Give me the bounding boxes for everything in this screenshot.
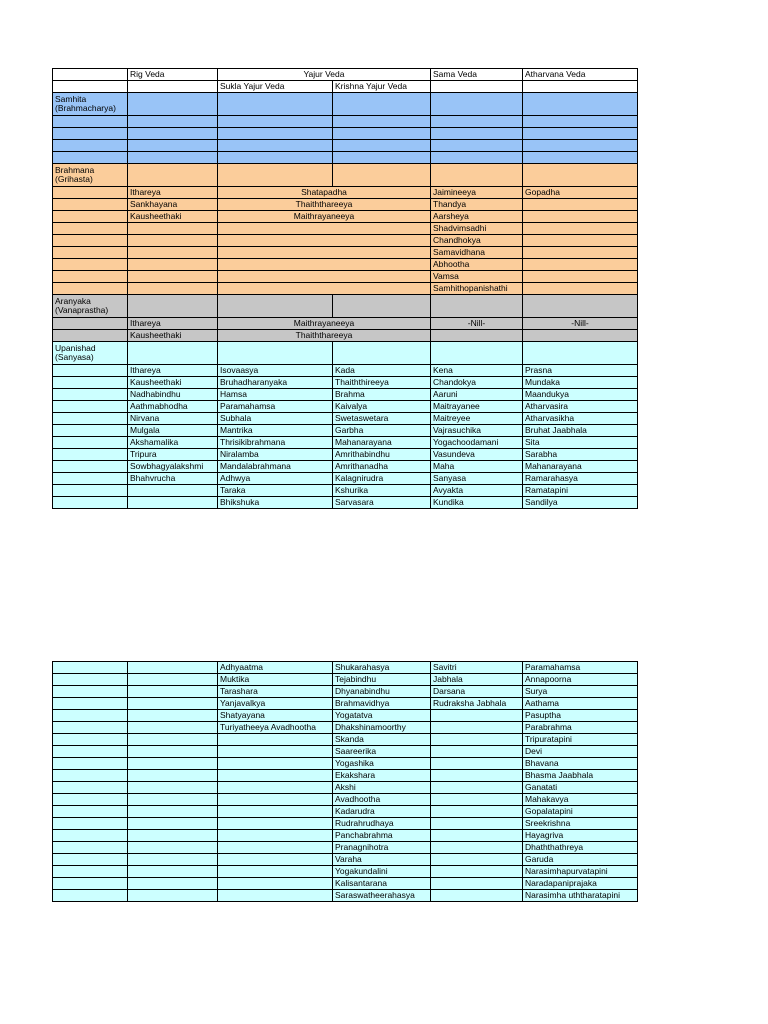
aranyaka-row: [53, 330, 638, 342]
upanishad-row: [53, 449, 638, 461]
sukla-yajur-cell: Subhala: [218, 413, 333, 425]
sukla-yajur-cell: Adhyaatma: [218, 662, 333, 674]
krishna-yajur-cell: Saareerika: [333, 746, 431, 758]
sukla-yajur-cell: [218, 758, 333, 770]
sama-veda-cell: [431, 782, 523, 794]
sukla-yajur-cell: Tarashara: [218, 686, 333, 698]
atharvana-veda-cell: [523, 235, 638, 247]
krishna-yajur-cell: Kalisantarana: [333, 878, 431, 890]
samhita-row: [53, 128, 638, 140]
atharvana-veda-cell: Sarabha: [523, 449, 638, 461]
rig-veda-cell: [128, 722, 218, 734]
rig-veda-cell: [128, 674, 218, 686]
sukla-yajur-cell: [218, 842, 333, 854]
atharvana-veda-cell: Narasimha uththaratapini: [523, 890, 638, 902]
sama-veda-cell: Chandokya: [431, 377, 523, 389]
sama-veda-cell: Kena: [431, 365, 523, 377]
sama-veda-cell: [431, 830, 523, 842]
yajur-veda-cell: [218, 283, 431, 295]
krishna-yajur-cell: Kaivalya: [333, 401, 431, 413]
atharvana-veda-cell: Prasna: [523, 365, 638, 377]
sama-veda-cell: Jaimineeya: [431, 187, 523, 199]
yajur-veda-cell: Shatapadha: [218, 187, 431, 199]
atharvana-veda-cell: Narasimhapurvatapini: [523, 866, 638, 878]
sama-veda-cell: Samhithopanishathi: [431, 283, 523, 295]
sukla-yajur-cell: Taraka: [218, 485, 333, 497]
rig-veda-cell: [128, 818, 218, 830]
upanishad-row: [53, 878, 638, 890]
rig-veda-cell: [128, 878, 218, 890]
upanishad-row: [53, 746, 638, 758]
sama-veda-cell: Vamsa: [431, 271, 523, 283]
upanishad-row: [53, 710, 638, 722]
upanishad-row: [53, 794, 638, 806]
atharvana-veda-cell: [523, 247, 638, 259]
upanishad-row: [53, 662, 638, 674]
krishna-yajur-cell: Sarvasara: [333, 497, 431, 509]
krishna-yajur-cell: Ekakshara: [333, 770, 431, 782]
section-label-aranyaka: Aranyaka (Vanaprastha): [53, 295, 128, 318]
sama-veda-cell: Rudraksha Jabhala: [431, 698, 523, 710]
sama-veda-cell: Maha: [431, 461, 523, 473]
atharvana-veda-cell: Gopalatapini: [523, 806, 638, 818]
atharvana-veda-cell: Ganatati: [523, 782, 638, 794]
rig-veda-cell: [128, 782, 218, 794]
sama-veda-cell: Darsana: [431, 686, 523, 698]
rig-veda-cell: [128, 271, 218, 283]
section-label-upanishad: Upanishad (Sanyasa): [53, 342, 128, 365]
header-row-yajur-branches: [53, 81, 638, 93]
samhita-row: [53, 152, 638, 164]
rig-veda-cell: Kausheethaki: [128, 211, 218, 223]
sama-veda-cell: [431, 710, 523, 722]
upanishad-row: [53, 497, 638, 509]
header-sukla-yajur: Sukla Yajur Veda: [218, 81, 333, 93]
atharvana-veda-cell: Ramarahasya: [523, 473, 638, 485]
sama-veda-cell: Chandhokya: [431, 235, 523, 247]
upanishad-row: [53, 854, 638, 866]
atharvana-veda-cell: Paramahamsa: [523, 662, 638, 674]
krishna-yajur-cell: Shukarahasya: [333, 662, 431, 674]
atharvana-veda-cell: Surya: [523, 686, 638, 698]
rig-veda-cell: [128, 758, 218, 770]
aranyaka-row: [53, 318, 638, 330]
atharvana-veda-cell: Naradapaniprajaka: [523, 878, 638, 890]
header-corner-cell: [53, 69, 128, 81]
sukla-yajur-cell: Shatyayana: [218, 710, 333, 722]
upanishad-row: [53, 365, 638, 377]
sama-veda-cell: Vasundeva: [431, 449, 523, 461]
krishna-yajur-cell: Rudrahrudhaya: [333, 818, 431, 830]
sama-veda-cell: Vajrasuchika: [431, 425, 523, 437]
sukla-yajur-cell: Isovaasya: [218, 365, 333, 377]
samhita-row: [53, 116, 638, 128]
rig-veda-cell: Akshamalika: [128, 437, 218, 449]
rig-veda-cell: Ithareya: [128, 318, 218, 330]
atharvana-veda-cell: Bhasma Jaabhala: [523, 770, 638, 782]
sukla-yajur-cell: Bruhadharanyaka: [218, 377, 333, 389]
rig-veda-cell: Ithareya: [128, 365, 218, 377]
sukla-yajur-cell: Thrisikibrahmana: [218, 437, 333, 449]
sama-veda-cell: Savitri: [431, 662, 523, 674]
upanishad-row: [53, 830, 638, 842]
krishna-yajur-cell: Amrithabindhu: [333, 449, 431, 461]
sama-veda-cell: Yogachoodamani: [431, 437, 523, 449]
sukla-yajur-cell: [218, 806, 333, 818]
krishna-yajur-cell: Varaha: [333, 854, 431, 866]
sama-veda-cell: Samavidhana: [431, 247, 523, 259]
atharvana-veda-cell: Mundaka: [523, 377, 638, 389]
header-yajur-veda: Yajur Veda: [218, 69, 431, 81]
sama-veda-cell: [431, 806, 523, 818]
sukla-yajur-cell: [218, 830, 333, 842]
yajur-veda-cell: [218, 247, 431, 259]
upanishad-row: [53, 842, 638, 854]
krishna-yajur-cell: Kadarudra: [333, 806, 431, 818]
rig-veda-cell: Ithareya: [128, 187, 218, 199]
veda-table-body: [53, 69, 638, 509]
sama-veda-cell: [431, 770, 523, 782]
brahmana-row: [53, 271, 638, 283]
sukla-yajur-cell: Muktika: [218, 674, 333, 686]
upanishad-row: [53, 437, 638, 449]
atharvana-veda-cell: Mahanarayana: [523, 461, 638, 473]
upanishad-row: [53, 473, 638, 485]
atharvana-veda-cell: Aathama: [523, 698, 638, 710]
upanishad-row: [53, 806, 638, 818]
rig-veda-cell: [128, 247, 218, 259]
sama-veda-cell: -Nill-: [431, 318, 523, 330]
atharvana-veda-cell: Atharvasira: [523, 401, 638, 413]
atharvana-veda-cell: [523, 199, 638, 211]
sama-veda-cell: Sanyasa: [431, 473, 523, 485]
sukla-yajur-cell: Yanjavalkya: [218, 698, 333, 710]
atharvana-veda-cell: Bruhat Jaabhala: [523, 425, 638, 437]
yajur-veda-cell: Thaiththareeya: [218, 199, 431, 211]
rig-veda-cell: [128, 283, 218, 295]
sama-veda-cell: Maitrayanee: [431, 401, 523, 413]
brahmana-row: [53, 283, 638, 295]
sama-veda-cell: [431, 746, 523, 758]
krishna-yajur-cell: Brahmavidhya: [333, 698, 431, 710]
rig-veda-cell: [128, 485, 218, 497]
brahmana-row: [53, 247, 638, 259]
atharvana-veda-cell: Bhavana: [523, 758, 638, 770]
yajur-veda-cell: [218, 259, 431, 271]
sukla-yajur-cell: [218, 782, 333, 794]
rig-veda-cell: Aathmabhodha: [128, 401, 218, 413]
krishna-yajur-cell: Tejabindhu: [333, 674, 431, 686]
upanishad-row: [53, 674, 638, 686]
upanishad-row: [53, 425, 638, 437]
atharvana-veda-cell: Garuda: [523, 854, 638, 866]
rig-veda-cell: Sankhayana: [128, 199, 218, 211]
brahmana-row: [53, 211, 638, 223]
section-label-samhita: Samhita (Brahmacharya): [53, 93, 128, 116]
sama-veda-cell: [431, 878, 523, 890]
sukla-yajur-cell: Adhwya: [218, 473, 333, 485]
upanishad-row: [53, 890, 638, 902]
rig-veda-cell: [128, 497, 218, 509]
krishna-yajur-cell: Pranagnihotra: [333, 842, 431, 854]
krishna-yajur-cell: Thaiththireeya: [333, 377, 431, 389]
upanishad-continuation-table: [52, 661, 638, 902]
atharvana-veda-cell: -Nill-: [523, 318, 638, 330]
krishna-yajur-cell: Yogakundalini: [333, 866, 431, 878]
krishna-yajur-cell: Dhakshinamoorthy: [333, 722, 431, 734]
yajur-veda-cell: [218, 223, 431, 235]
sukla-yajur-cell: [218, 818, 333, 830]
upanishad-row: [53, 770, 638, 782]
upanishad-row: [53, 686, 638, 698]
atharvana-veda-cell: Sreekrishna: [523, 818, 638, 830]
section-header-brahmana: [53, 164, 638, 187]
sukla-yajur-cell: [218, 734, 333, 746]
brahmana-row: [53, 235, 638, 247]
header-row-vedas: [53, 69, 638, 81]
krishna-yajur-cell: Kshurika: [333, 485, 431, 497]
upanishad-row: [53, 722, 638, 734]
krishna-yajur-cell: Yogashika: [333, 758, 431, 770]
rig-veda-cell: [128, 890, 218, 902]
atharvana-veda-cell: [523, 211, 638, 223]
rig-veda-cell: Nadhabindhu: [128, 389, 218, 401]
sukla-yajur-cell: Mandalabrahmana: [218, 461, 333, 473]
sama-veda-cell: [431, 842, 523, 854]
atharvana-veda-cell: Hayagriva: [523, 830, 638, 842]
sukla-yajur-cell: [218, 770, 333, 782]
atharvana-veda-cell: Atharvasikha: [523, 413, 638, 425]
rig-veda-cell: [128, 710, 218, 722]
sukla-yajur-cell: Turiyatheeya Avadhootha: [218, 722, 333, 734]
rig-veda-cell: [128, 686, 218, 698]
atharvana-veda-cell: Pasuptha: [523, 710, 638, 722]
atharvana-veda-cell: Tripuratapini: [523, 734, 638, 746]
rig-veda-cell: Kausheethaki: [128, 330, 218, 342]
atharvana-veda-cell: Devi: [523, 746, 638, 758]
rig-veda-cell: [128, 235, 218, 247]
brahmana-row: [53, 199, 638, 211]
section-header-upanishad: [53, 342, 638, 365]
rig-veda-cell: [128, 830, 218, 842]
rig-veda-cell: [128, 794, 218, 806]
atharvana-veda-cell: [523, 223, 638, 235]
rig-veda-cell: [128, 842, 218, 854]
header-sama-veda: Sama Veda: [431, 69, 523, 81]
sama-veda-cell: Abhootha: [431, 259, 523, 271]
atharvana-veda-cell: Dhaththathreya: [523, 842, 638, 854]
rig-veda-cell: [128, 866, 218, 878]
brahmana-row: [53, 187, 638, 199]
rig-veda-cell: Kausheethaki: [128, 377, 218, 389]
krishna-yajur-cell: Kalagnirudra: [333, 473, 431, 485]
krishna-yajur-cell: Akshi: [333, 782, 431, 794]
sukla-yajur-cell: Bhikshuka: [218, 497, 333, 509]
atharvana-veda-cell: Sandilya: [523, 497, 638, 509]
sama-veda-cell: [431, 854, 523, 866]
yajur-veda-cell: [218, 271, 431, 283]
atharvana-veda-cell: Sita: [523, 437, 638, 449]
rig-veda-cell: [128, 770, 218, 782]
krishna-yajur-cell: Avadhootha: [333, 794, 431, 806]
krishna-yajur-cell: Mahanarayana: [333, 437, 431, 449]
sama-veda-cell: Avyakta: [431, 485, 523, 497]
brahmana-row: [53, 259, 638, 271]
sukla-yajur-cell: [218, 746, 333, 758]
header-atharvana-veda: Atharvana Veda: [523, 69, 638, 81]
upanishad-row: [53, 377, 638, 389]
sama-veda-cell: Maitreyee: [431, 413, 523, 425]
sukla-yajur-cell: [218, 854, 333, 866]
rig-veda-cell: [128, 734, 218, 746]
sama-veda-cell: [431, 734, 523, 746]
krishna-yajur-cell: Garbha: [333, 425, 431, 437]
rig-veda-cell: Sowbhagyalakshmi: [128, 461, 218, 473]
krishna-yajur-cell: Yogatatva: [333, 710, 431, 722]
sukla-yajur-cell: [218, 890, 333, 902]
sama-veda-cell: Jabhala: [431, 674, 523, 686]
krishna-yajur-cell: Skanda: [333, 734, 431, 746]
sama-veda-cell: [431, 794, 523, 806]
krishna-yajur-cell: Amrithanadha: [333, 461, 431, 473]
atharvana-veda-cell: Mahakavya: [523, 794, 638, 806]
brahmana-row: [53, 223, 638, 235]
header-rig-veda: Rig Veda: [128, 69, 218, 81]
sukla-yajur-cell: [218, 878, 333, 890]
sama-veda-cell: Thandya: [431, 199, 523, 211]
atharvana-veda-cell: Maandukya: [523, 389, 638, 401]
yajur-veda-cell: Maithrayaneeya: [218, 211, 431, 223]
krishna-yajur-cell: Brahma: [333, 389, 431, 401]
upanishad-row: [53, 734, 638, 746]
sukla-yajur-cell: [218, 794, 333, 806]
atharvana-veda-cell: [523, 259, 638, 271]
section-header-samhita: [53, 93, 638, 116]
rig-veda-cell: [128, 806, 218, 818]
atharvana-veda-cell: [523, 283, 638, 295]
upanishad-row: [53, 413, 638, 425]
atharvana-veda-cell: [523, 271, 638, 283]
sama-veda-cell: [431, 330, 523, 342]
yajur-veda-cell: Thaiththareeya: [218, 330, 431, 342]
rig-veda-cell: [128, 854, 218, 866]
yajur-veda-cell: Maithrayaneeya: [218, 318, 431, 330]
krishna-yajur-cell: Kada: [333, 365, 431, 377]
sukla-yajur-cell: Hamsa: [218, 389, 333, 401]
atharvana-veda-cell: Gopadha: [523, 187, 638, 199]
section-header-aranyaka: [53, 295, 638, 318]
rig-veda-cell: [128, 662, 218, 674]
upanishad-row: [53, 782, 638, 794]
sama-veda-cell: [431, 758, 523, 770]
upanishad-row: [53, 485, 638, 497]
sama-veda-cell: Aarsheya: [431, 211, 523, 223]
sukla-yajur-cell: Niralamba: [218, 449, 333, 461]
krishna-yajur-cell: Swetaswetara: [333, 413, 431, 425]
upanishad-row: [53, 401, 638, 413]
header-krishna-yajur: Krishna Yajur Veda: [333, 81, 431, 93]
upanishad-row: [53, 389, 638, 401]
sama-veda-cell: Aaruni: [431, 389, 523, 401]
sama-veda-cell: [431, 818, 523, 830]
section-label-brahmana: Brahmana (Grihasta): [53, 164, 128, 187]
rig-veda-cell: Mulgala: [128, 425, 218, 437]
sukla-yajur-cell: Paramahamsa: [218, 401, 333, 413]
rig-veda-cell: [128, 698, 218, 710]
sama-veda-cell: Shadvimsadhi: [431, 223, 523, 235]
rig-veda-cell: [128, 223, 218, 235]
upanishad-row: [53, 758, 638, 770]
rig-veda-cell: [128, 746, 218, 758]
rig-veda-cell: Tripura: [128, 449, 218, 461]
upanishad-row: [53, 866, 638, 878]
atharvana-veda-cell: Parabrahma: [523, 722, 638, 734]
continuation-table-body: [53, 662, 638, 902]
yajur-veda-cell: [218, 235, 431, 247]
sukla-yajur-cell: [218, 866, 333, 878]
sama-veda-cell: [431, 866, 523, 878]
upanishad-row: [53, 818, 638, 830]
krishna-yajur-cell: Dhyanabindhu: [333, 686, 431, 698]
samhita-row: [53, 140, 638, 152]
atharvana-veda-cell: [523, 330, 638, 342]
sama-veda-cell: [431, 890, 523, 902]
rig-veda-cell: [128, 259, 218, 271]
atharvana-veda-cell: Ramatapini: [523, 485, 638, 497]
atharvana-veda-cell: Annapoorna: [523, 674, 638, 686]
rig-veda-cell: Nirvana: [128, 413, 218, 425]
veda-classification-table: [52, 68, 638, 509]
krishna-yajur-cell: Panchabrahma: [333, 830, 431, 842]
sama-veda-cell: Kundika: [431, 497, 523, 509]
sama-veda-cell: [431, 722, 523, 734]
rig-veda-cell: Bhahvrucha: [128, 473, 218, 485]
upanishad-row: [53, 698, 638, 710]
sukla-yajur-cell: Mantrika: [218, 425, 333, 437]
krishna-yajur-cell: Saraswatheerahasya: [333, 890, 431, 902]
upanishad-row: [53, 461, 638, 473]
